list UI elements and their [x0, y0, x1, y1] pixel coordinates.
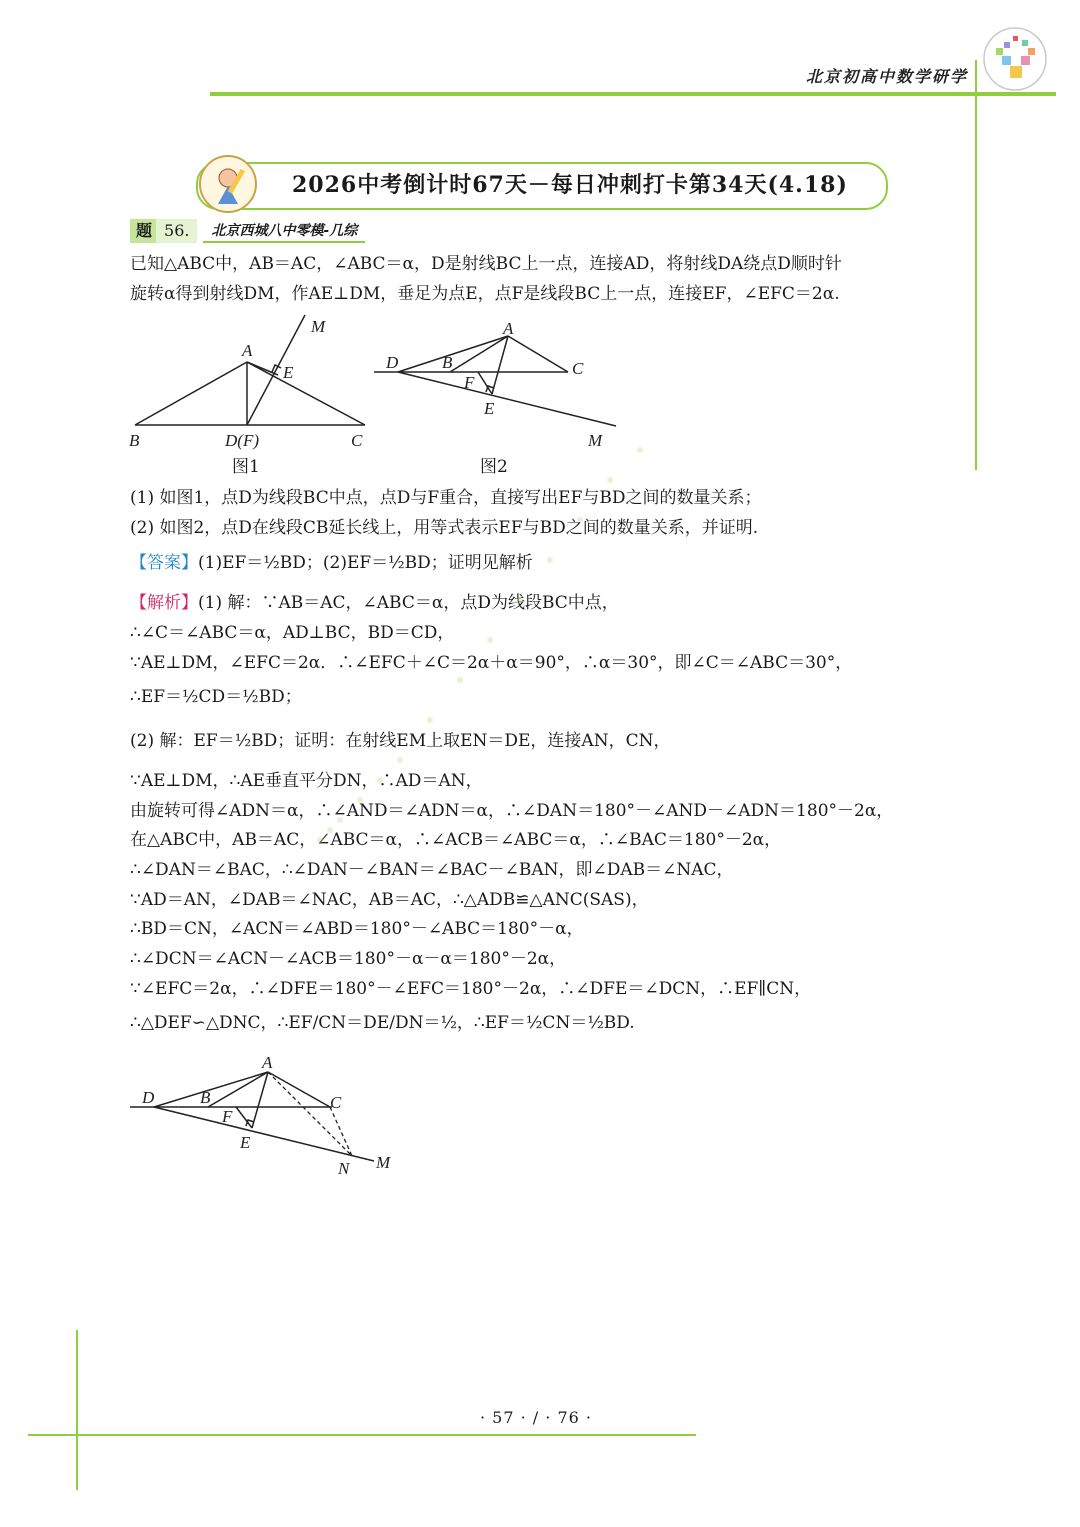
- fig2-label-f: F: [464, 373, 475, 392]
- analysis-line: ∵∠EFC＝2α，∴∠DFE＝180°－∠EFC＝180°－2α，∴∠DFE＝∠DCN，∴EF∥CN，: [130, 979, 812, 999]
- fig3-label-a: A: [262, 1053, 273, 1072]
- fig1-label-b: B: [129, 431, 140, 450]
- analysis-line: ∴∠DCN＝∠ACN－∠ACB＝180°－α－α＝180°－2α，: [130, 949, 567, 969]
- analysis-line: ∴EF＝½CD＝½BD；: [130, 687, 302, 707]
- fig3-label-c: C: [330, 1093, 342, 1112]
- statement-line: 旋转α得到射线DM，作AE⊥DM，垂足为点E，点F是线段BC上一点，连接EF，∠EFC＝2α.: [130, 284, 840, 304]
- statement-line: 已知△ABC中，AB＝AC，∠ABC＝α，D是射线BC上一点，连接AD，将射线DA绕点D顺时针: [130, 254, 842, 274]
- fig2-label-d: D: [386, 353, 399, 372]
- fig2-label-b: B: [442, 353, 453, 372]
- analysis-tag: 【解析】: [130, 593, 198, 613]
- fig3-label-e: E: [240, 1133, 251, 1152]
- header-rule: [210, 92, 1056, 96]
- figure-2-caption: 图2: [480, 457, 508, 477]
- answer-text: (1)EF＝½BD；(2)EF＝½BD；证明见解析: [198, 553, 533, 573]
- fig1-label-m: M: [311, 317, 326, 336]
- analysis-line: ∵AE⊥DM，∠EFC＝2α．∴∠EFC＋∠C＝2α＋α＝90°，∴α＝30°，即∠C＝∠ABC＝30°，: [130, 653, 853, 673]
- question-1: (1) 如图1，点D为线段BC中点，点D与F重合，直接写出EF与BD之间的数量关系；: [130, 488, 762, 508]
- fig3-label-d: D: [142, 1088, 155, 1107]
- analysis-line: ∴△DEF∽△DNC，∴EF/CN＝DE/DN＝½，∴EF＝½CN＝½BD.: [130, 1013, 635, 1033]
- page-title: 2026中考倒计时67天－每日冲刺打卡第34天(4.18): [292, 172, 848, 198]
- footer-vertical-rule: [76, 1330, 78, 1490]
- fig1-label-e: E: [283, 363, 294, 382]
- analysis-text: (1) 解：∵AB＝AC，∠ABC＝α，点D为线段BC中点，: [198, 593, 619, 613]
- tree-logo-icon: [982, 26, 1048, 92]
- analysis-line: ∴∠DAN＝∠BAC，∴∠DAN－∠BAN＝∠BAC－∠BAN，即∠DAB＝∠NAC，: [130, 860, 734, 880]
- problem-source: 北京西城八中零模-几综: [203, 219, 365, 243]
- footer-rule: [28, 1434, 696, 1436]
- problem-tag: [130, 219, 365, 243]
- question-2: (2) 如图2，点D在线段CB延长线上，用等式表示EF与BD之间的数量关系，并证明.: [130, 518, 759, 538]
- fig3-label-n: N: [338, 1159, 350, 1178]
- answer-tag: 【答案】: [130, 553, 198, 573]
- header-site-name: 北京初高中数学研学: [805, 67, 968, 86]
- fig2-label-e: E: [484, 399, 495, 418]
- fig2-label-c: C: [572, 359, 584, 378]
- fig3-label-m: M: [376, 1153, 391, 1172]
- header-vertical-rule: [975, 60, 977, 470]
- pencil-mascot-icon: [198, 154, 258, 214]
- analysis-line: 由旋转可得∠ADN＝α，∴∠AND＝∠ADN＝α，∴∠DAN＝180°－∠AND－∠ADN＝180°－2α，: [130, 801, 894, 821]
- fig3-label-f: F: [222, 1107, 233, 1126]
- analysis-line: ∵AD＝AN，∠DAB＝∠NAC，AB＝AC，∴△ADB≌△ANC(SAS)，: [130, 890, 649, 910]
- fig2-label-m: M: [588, 431, 603, 450]
- page-number: · 57 · / · 76 ·: [480, 1408, 592, 1427]
- analysis-line: (2) 解：EF＝½BD；证明：在射线EM上取EN＝DE，连接AN，CN，: [130, 731, 671, 751]
- fig1-label-a: A: [242, 341, 253, 360]
- analysis-line: ∴BD＝CN，∠ACN＝∠ABD＝180°－∠ABC＝180°－α，: [130, 919, 584, 939]
- problem-number: 56.: [156, 219, 197, 243]
- figure-1-caption: 图1: [232, 457, 260, 477]
- analysis-line: 在△ABC中，AB＝AC，∠ABC＝α，∴∠ACB＝∠ABC＝α，∴∠BAC＝180°－2α，: [130, 830, 782, 850]
- fig1-label-c: C: [351, 431, 363, 450]
- fig2-label-a: A: [503, 319, 514, 338]
- problem-label: 题: [130, 219, 156, 243]
- fig3-label-b: B: [200, 1088, 211, 1107]
- watermark-icon: [200, 420, 720, 1040]
- analysis-line: ∵AE⊥DM，∴AE垂直平分DN，∴AD＝AN，: [130, 771, 483, 791]
- analysis-line: ∴∠C＝∠ABC＝α，AD⊥BC，BD＝CD，: [130, 623, 455, 643]
- fig1-label-df: D(F): [225, 431, 259, 450]
- figure-3: [126, 1050, 406, 1180]
